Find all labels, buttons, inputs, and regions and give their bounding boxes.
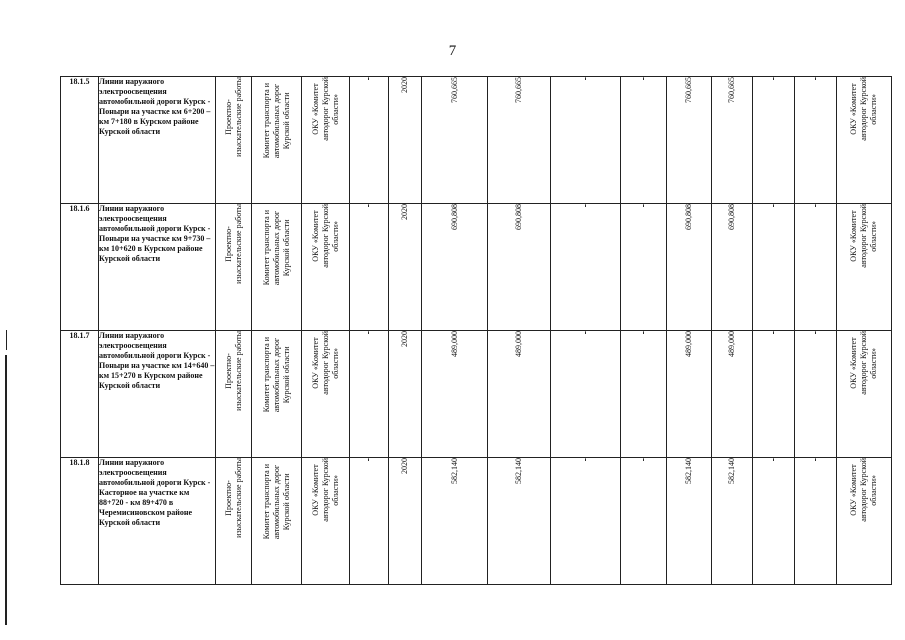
value-cell: 760,665 — [712, 77, 753, 204]
total-cost: 690,808 — [422, 204, 488, 331]
value-cell: - — [795, 77, 837, 204]
row-number: 18.1.8 — [61, 458, 99, 585]
binding-mark — [6, 330, 7, 350]
total-cost: 760,665 — [422, 77, 488, 204]
table-row — [61, 458, 892, 585]
value-cell: 760,665 — [488, 77, 551, 204]
executor: ОКУ «Комитет автодорог Курской области» — [302, 204, 350, 331]
executor: ОКУ «Комитет автодорог Курской области» — [302, 458, 350, 585]
value-cell: - — [551, 77, 621, 204]
responsible: ОКУ «Комитет автодорог Курской области» — [837, 204, 892, 331]
work-type: Проектно- изыскательские работы — [216, 77, 252, 204]
row-number: 18.1.5 — [61, 77, 99, 204]
work-type: Проектно- изыскательские работы — [216, 458, 252, 585]
value-cell: 582,140 — [488, 458, 551, 585]
value-cell: - — [621, 204, 667, 331]
cell-dash: - — [350, 204, 389, 331]
customer: Комитет транспорта и автомобильных дорог Курской области — [252, 331, 302, 458]
value-cell: 489,000 — [488, 331, 551, 458]
value-cell: - — [621, 77, 667, 204]
value-cell: 582,140 — [712, 458, 753, 585]
value-cell: 760,665 — [667, 77, 712, 204]
value-cell: - — [795, 204, 837, 331]
value-cell: - — [551, 458, 621, 585]
object-name: Линии наружного электроосвещения автомобильной дороги Курск - Поныри на участке км 6+200 – км 7+180 в Курском районе Курской области — [99, 77, 216, 204]
value-cell: 690,808 — [488, 204, 551, 331]
binding-mark — [5, 355, 7, 625]
value-cell: 489,000 — [712, 331, 753, 458]
object-name: Линии наружного электроосвещения автомобильной дороги Курск - Касторное на участке км 88+720 - км 89+470 в Черемисиновском районе Курской области — [99, 458, 216, 585]
responsible: ОКУ «Комитет автодорог Курской области» — [837, 331, 892, 458]
total-cost: 582,140 — [422, 458, 488, 585]
executor: ОКУ «Комитет автодорог Курской области» — [302, 331, 350, 458]
year: 2020 — [389, 77, 422, 204]
page-number: 7 — [448, 43, 457, 59]
works-table — [60, 76, 892, 585]
cell-dash: - — [350, 77, 389, 204]
table-row — [61, 204, 892, 331]
value-cell: - — [551, 204, 621, 331]
value-cell: - — [621, 331, 667, 458]
work-type: Проектно- изыскательские работы — [216, 204, 252, 331]
cell-dash: - — [350, 331, 389, 458]
value-cell: - — [795, 458, 837, 585]
year: 2020 — [389, 331, 422, 458]
object-name: Линии наружного электроосвещения автомобильной дороги Курск - Поныри на участке км 9+730 – км 10+620 в Курском районе Курской области — [99, 204, 216, 331]
value-cell: - — [753, 458, 795, 585]
row-number: 18.1.7 — [61, 331, 99, 458]
value-cell: - — [753, 77, 795, 204]
work-type: Проектно- изыскательские работы — [216, 331, 252, 458]
cell-dash: - — [350, 458, 389, 585]
object-name: Линии наружного электроосвещения автомобильной дороги Курск - Поныри на участке км 14+640 – км 15+270 в Курском районе Курской области — [99, 331, 216, 458]
value-cell: - — [621, 458, 667, 585]
value-cell: 690,808 — [667, 204, 712, 331]
value-cell: 690,808 — [712, 204, 753, 331]
responsible: ОКУ «Комитет автодорог Курской области» — [837, 77, 892, 204]
responsible: ОКУ «Комитет автодорог Курской области» — [837, 458, 892, 585]
year: 2020 — [389, 204, 422, 331]
value-cell: - — [551, 331, 621, 458]
customer: Комитет транспорта и автомобильных дорог Курской области — [252, 204, 302, 331]
executor: ОКУ «Комитет автодорог Курской области» — [302, 77, 350, 204]
value-cell: - — [753, 331, 795, 458]
customer: Комитет транспорта и автомобильных дорог Курской области — [252, 458, 302, 585]
table-row — [61, 331, 892, 458]
value-cell: - — [795, 331, 837, 458]
row-number: 18.1.6 — [61, 204, 99, 331]
table-row — [61, 77, 892, 204]
total-cost: 489,000 — [422, 331, 488, 458]
value-cell: 582,140 — [667, 458, 712, 585]
value-cell: - — [753, 204, 795, 331]
year: 2020 — [389, 458, 422, 585]
customer: Комитет транспорта и автомобильных дорог Курской области — [252, 77, 302, 204]
value-cell: 489,000 — [667, 331, 712, 458]
